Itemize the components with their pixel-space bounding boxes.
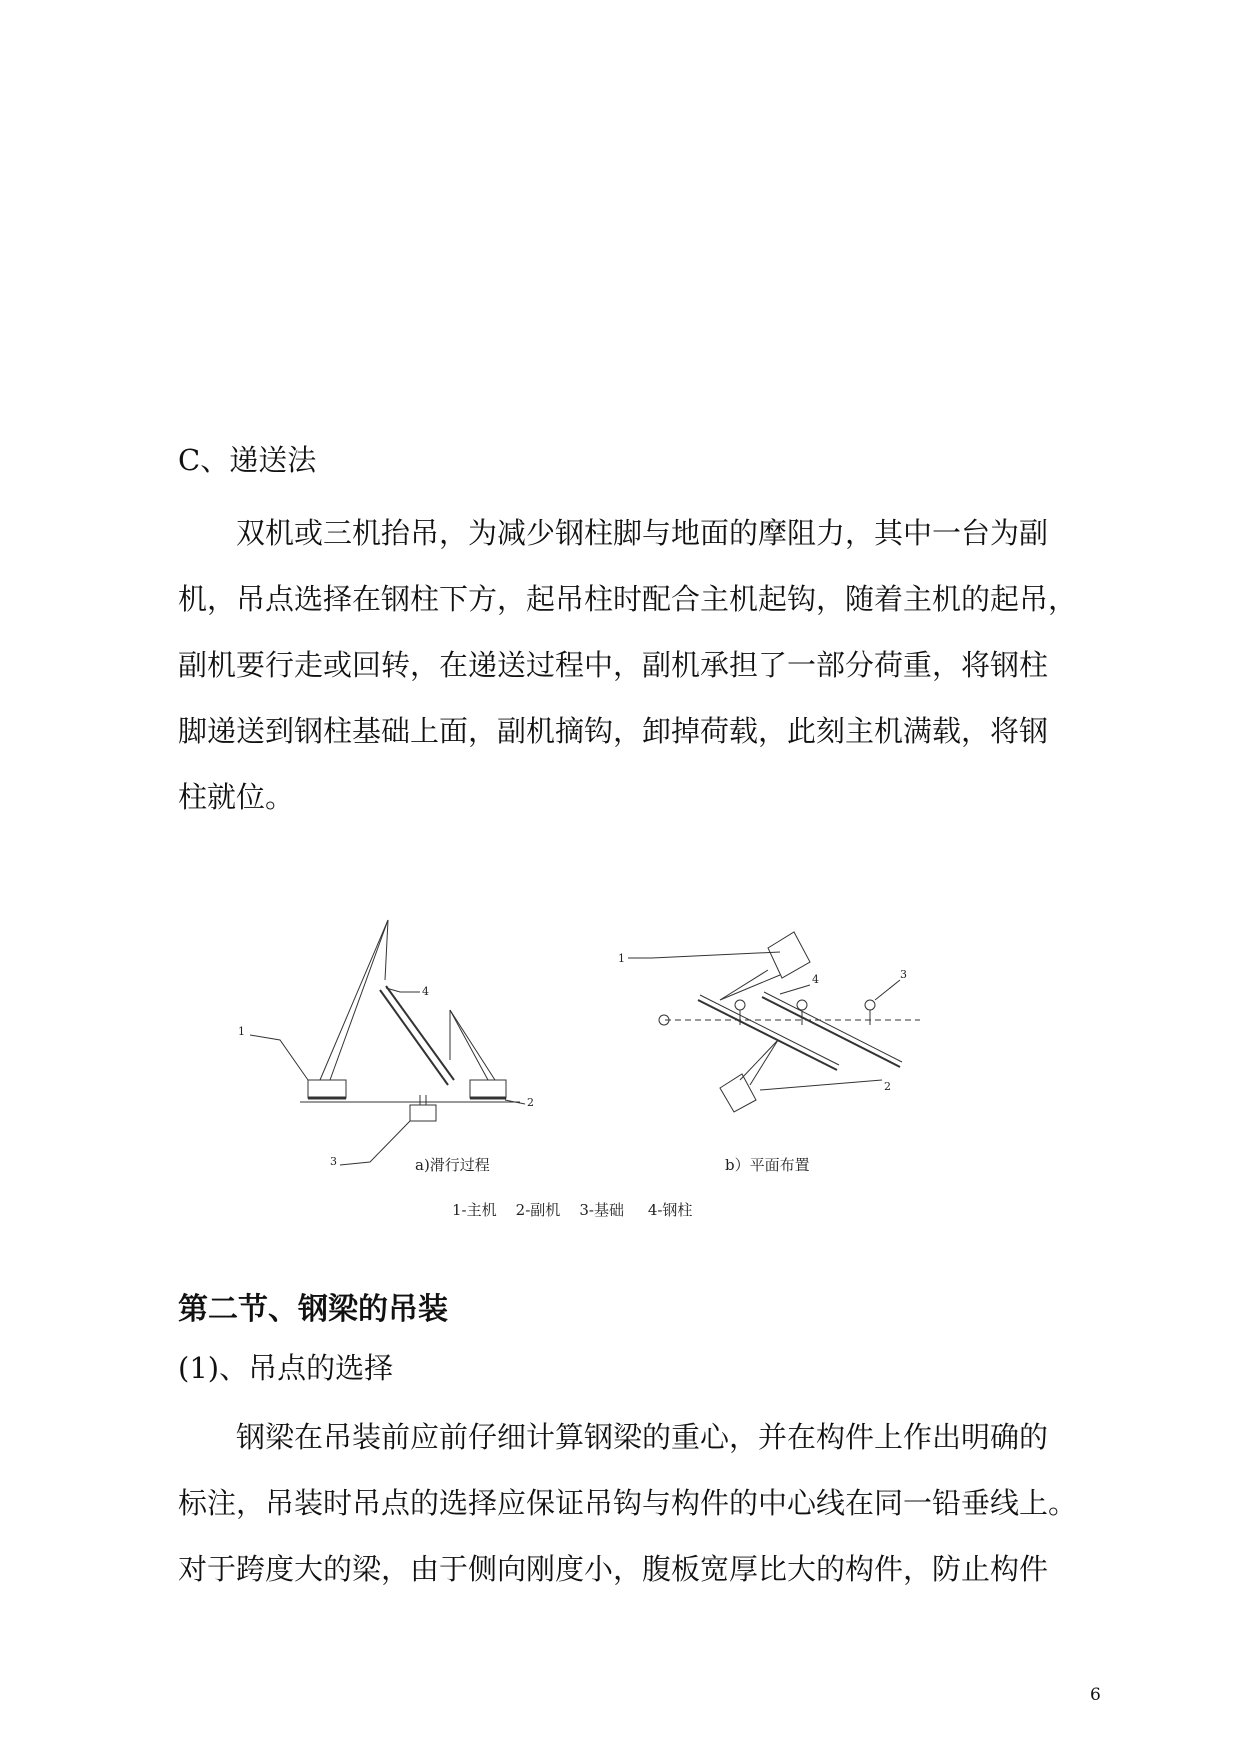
label-1-b: 1	[618, 952, 625, 965]
figure-legend: 1-主机 2-副机 3-基础 4-钢柱	[452, 1201, 693, 1219]
aux-crane-body	[470, 1080, 506, 1098]
steel-column	[380, 990, 448, 1085]
paragraph-1-line: 脚递送到钢柱基础上面，副机摘钩，卸掉荷载，此刻主机满载，将钢	[178, 714, 1049, 748]
paragraph-1-line: 双机或三机抬吊，为减少钢柱脚与地面的摩阻力，其中一台为副	[236, 516, 1049, 550]
paragraph-2-line: 对于跨度大的梁，由于侧向刚度小，腹板宽厚比大的构件，防止构件	[178, 1552, 1049, 1586]
main-crane-plan	[768, 932, 810, 978]
aux-crane-boom	[450, 1010, 495, 1080]
label-4-a: 4	[422, 985, 429, 998]
column-plan	[698, 1000, 837, 1070]
sub-title: (1)、吊点的选择	[178, 1351, 394, 1385]
foundation	[410, 1105, 436, 1121]
label-2-a: 2	[527, 1096, 534, 1109]
label-2-b: 2	[884, 1080, 891, 1093]
paragraph-2-line: 钢梁在吊装前应前仔细计算钢梁的重心，并在构件上作出明确的	[236, 1420, 1049, 1454]
section-title: 第二节、钢梁的吊装	[178, 1292, 448, 1327]
page-number: 6	[1090, 1685, 1101, 1705]
crane-diagram	[220, 880, 940, 1220]
paragraph-1-line: 柱就位。	[178, 780, 295, 814]
paragraph-2	[178, 1404, 1116, 1602]
crane-figure	[220, 880, 940, 1220]
heading-c: C、递送法	[178, 443, 317, 477]
label-3-b: 3	[900, 968, 907, 981]
label-1-a: 1	[238, 1025, 245, 1038]
aux-crane-plan	[720, 1074, 756, 1112]
paragraph-1-line: 机，吊点选择在钢柱下方，起吊柱时配合主机起钩，随着主机的起吊，	[178, 582, 1078, 616]
label-4-b: 4	[812, 973, 819, 986]
paragraph-1	[178, 500, 1116, 830]
main-crane-boom	[320, 920, 388, 1080]
paragraph-2-line: 标注，吊装时吊点的选择应保证吊钩与构件的中心线在同一铅垂线上。	[178, 1486, 1078, 1520]
caption-a: a)滑行过程	[415, 1156, 490, 1174]
label-3-a: 3	[330, 1155, 337, 1168]
caption-b: b）平面布置	[725, 1156, 810, 1174]
paragraph-1-line: 副机要行走或回转，在递送过程中，副机承担了一部分荷重，将钢柱	[178, 648, 1049, 682]
main-crane-body	[308, 1080, 346, 1098]
